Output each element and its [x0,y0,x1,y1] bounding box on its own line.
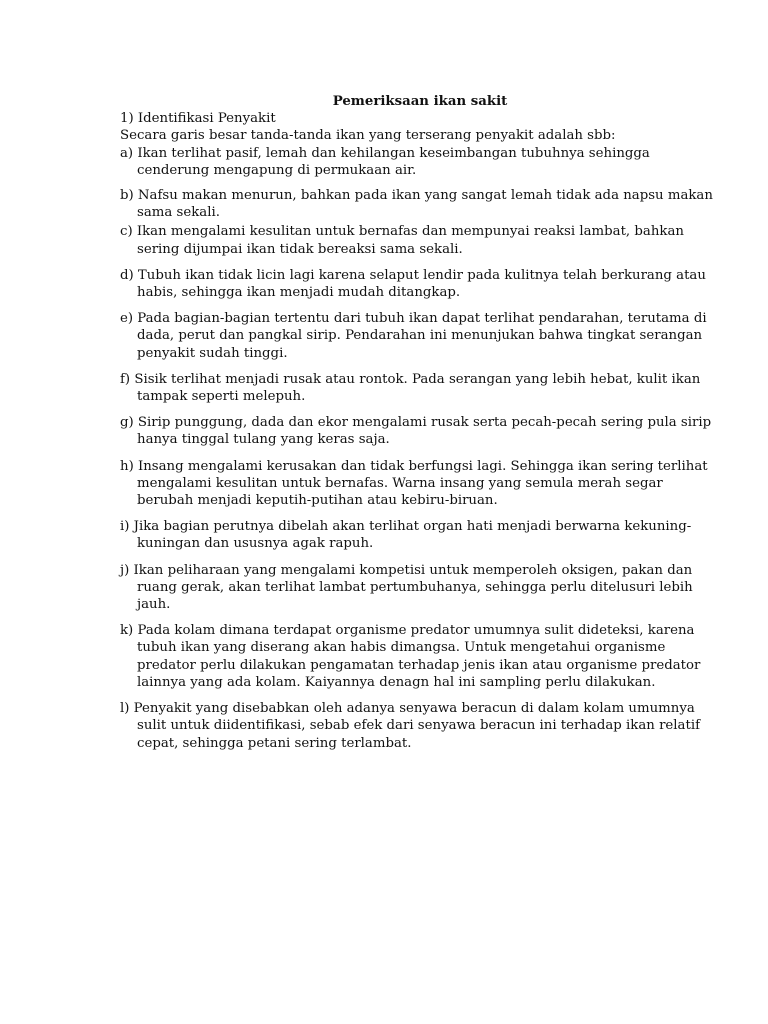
document-page [120,93,720,752]
list-item-f: f) Sisik terlihat menjadi rusak atau rontok. Pada serangan yang lebih hebat, kulit ikan tampak seperti melepuh. [120,371,701,405]
list-item-i: i) Jika bagian perutnya dibelah akan terlihat organ hati menjadi berwarna kekuning-kuningan dan ususnya agak rapuh. [120,519,692,552]
intro-text: Secara garis besar tanda-tanda ikan yang terserang penyakit adalah sbb: [120,128,616,144]
list-item-g: g) Sirip punggung, dada dan ekor mengalami rusak serta pecah-pecah sering pula sirip hanya tinggal tulang yang keras saja. [120,415,712,448]
section-heading: 1) Identifikasi Penyakit [120,111,276,127]
list-item-k: k) Pada kolam dimana terdapat organisme predator umumnya sulit dideteksi, karena tubuh ikan yang diserang akan habis dimangsa. Untuk mengetahui organisme predator perlu dilakukan pengamatan terhadap jenis ikan atau organisme predator lainnya yang ada kolam. Kaiyannya denagn hal ini sampling perlu dilakukan. [120,623,701,690]
list-item-a: a) Ikan terlihat pasif, lemah dan kehilangan keseimbangan tubuhnya sehingga cenderung mengapung di permukaan air. [120,145,650,178]
document-title: Pemeriksaan ikan sakit [332,94,508,109]
list-item-j: j) Ikan peliharaan yang mengalami kompetisi untuk memperoleh oksigen, pakan dan ruang gerak, akan terlihat lambat pertumbuhanya, sehingga perlu ditelusuri lebih jauh. [120,562,693,613]
list-item-c: c) Ikan mengalami kesulitan untuk bernafas dan mempunyai reaksi lambat, bahkan sering dijumpai ikan tidak bereaksi sama sekali. [120,224,684,257]
list-item-l: l) Penyakit yang disebabkan oleh adanya senyawa beracun di dalam kolam umumnya sulit untuk diidentifikasi, sebab efek dari senyawa beracun ini terhadap ikan relatif cepat, sehingga petani sering terlambat. [120,701,700,751]
list-item-e: e) Pada bagian-bagian tertentu dari tubuh ikan dapat terlihat pendarahan, terutama di dada, perut dan pangkal sirip. Pendarahan ini menunjukan bahwa tingkat serangan penyakit sudah tinggi. [120,311,707,361]
list-item-b: b) Nafsu makan menurun, bahkan pada ikan yang sangat lemah tidak ada napsu makan sama sekali. [120,188,713,221]
list-item-h: h) Insang mengalami kerusakan dan tidak berfungsi lagi. Sehingga ikan sering terlihat mengalami kesulitan untuk bernafas. Warna insang yang semula merah segar berubah menjadi keputih-putihan atau kebiru-biruan. [120,458,708,509]
list-item-d: d) Tubuh ikan tidak licin lagi karena selaput lendir pada kulitnya telah berkurang atau habis, sehingga ikan menjadi mudah ditangkap. [120,267,706,301]
